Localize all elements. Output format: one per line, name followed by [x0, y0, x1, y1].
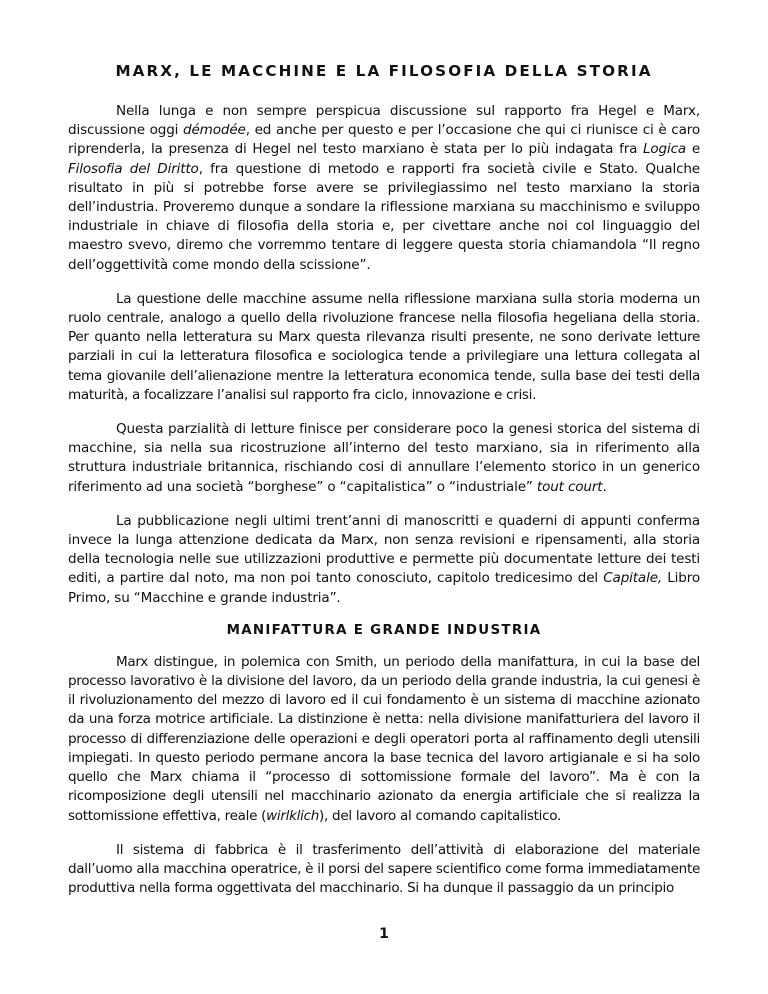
paragraph-3: Questa parzialità di letture finisce per considerare poco la genesi storica del sistema di macchine, sia nella sua ricostruzione all’interno del testo marxiano, sia in riferimento alla struttura industriale britannica, rischiando cosi di annullare l’elemento storico in un generico riferimento ad una società “borghese” o “capitalistica” o “industriale” tout court. [68, 421, 700, 495]
paragraph-1: Nella lunga e non sempre perspicua discussione sul rapporto fra Hegel e Marx, discussione oggi démodée, ed anche per questo e per l’occasione che qui ci riunisce ci è caro riprenderla, la presenza di Hegel nel testo marxiano è stata per lo più indagata fra Logica e Filosofia del Diritto, fra questione di metodo e rapporti fra società civile e Stato. Qualche risultato in più si potrebbe forse avere se privilegiassimo nel testo marxiano la storia dell’industria. Proveremo dunque a sondare la riflessione marxiana su macchinismo e sviluppo industriale in chiave di filosofia della storia e, per civettare anche noi col linguaggio del maestro svevo, diremo che vorremmo tentare di leggere questa storia chiamandola “Il regno dell’oggettività come mondo della scissione”. [68, 103, 701, 273]
paragraph-4: La pubblicazione negli ultimi trent’anni di manoscritti e quaderni di appunti conferma invece la lunga attenzione dedicata da Marx, non senza revisioni e ripensamenti, alla storia della tecnologia nelle sue utilizzazioni produttive e permette più documentate letture dei testi editi, a partire dal noto, ma non poi tanto conosciuto, capitolo tredicesimo del Capitale, Libro Primo, su “Macchine e grande industria”. [68, 512, 700, 606]
section-title: MANIFATTURA E GRANDE INDUSTRIA [226, 622, 542, 638]
paragraph-2: La questione delle macchine assume nella riflessione marxiana sulla storia moderna un ruolo centrale, analogo a quello della rivoluzione francese nella filosofia hegeliana della storia. Per quanto nella letteratura su Marx questa rilevanza risulti presente, ne sono derivate letture parziali in cui la letteratura filosofica e sociologica tende a privilegiare una lettura collegata al tema giovanile dell’alienazione mentre la letteratura economica tende, sulla base dei testi della maturità, a focalizzare l’analisi sul rapporto fra ciclo, innovazione e crisi. [68, 290, 700, 403]
page-number: 1 [379, 926, 389, 942]
document-title: MARX, LE MACCHINE E LA FILOSOFIA DELLA STORIA [115, 62, 653, 80]
paragraph-6: Il sistema di fabbrica è il trasferimento dell’attività di elaborazione del materiale dall’uomo alla macchina operatrice, è il porsi del sapere scientifico come forma immediatamente produttiva nella forma oggettivata del macchinario. Si ha dunque il passaggio da un principio [68, 841, 700, 897]
paragraph-5: Marx distingue, in polemica con Smith, un periodo della manifattura, in cui la base del processo lavorativo è la divisione del lavoro, da un periodo della grande industria, la cui genesi è il rivoluzionamento del mezzo di lavoro ed il cui fondamento è un sistema di macchine azionato da una forza motrice artificiale. La distinzione è netta: nella divisione manifatturiera del lavoro il processo di differenziazione delle operazioni e degli operatori porta al raffinamento degli utensili impiegati. In questo periodo permane ancora la base tecnica del lavoro artigianale e si ha solo quello che Marx chiama il “processo di sottomissione formale del lavoro”. Ma è con la ricomposizione degli utensili nel macchinario azionato da energia artificiale che si realizza la sottomissione effettiva, reale (wirlklich), del lavoro al comando capitalistico. [68, 653, 700, 824]
